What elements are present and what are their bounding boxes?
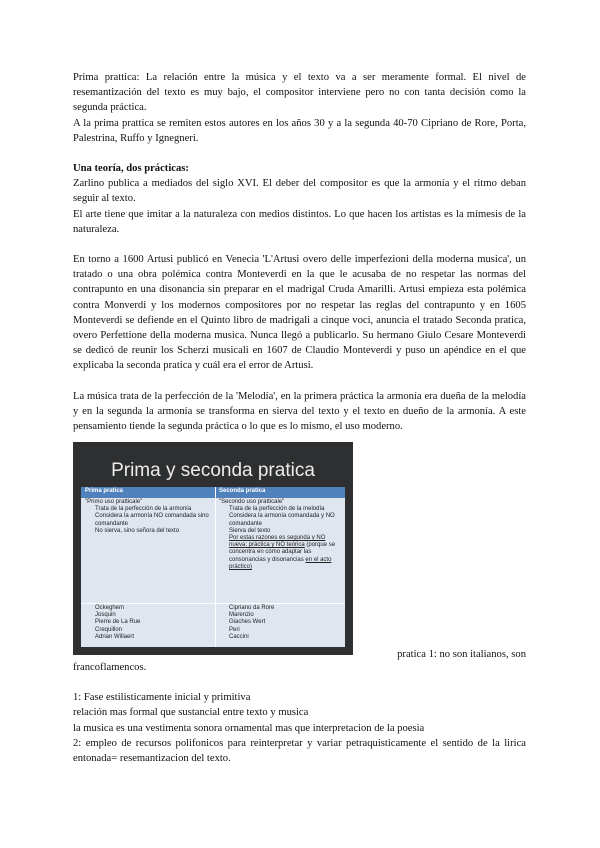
note-end: en el acto práctico) — [229, 556, 332, 570]
composer-name: Peri — [229, 626, 240, 633]
composer-name: Giaches Wert — [229, 619, 266, 626]
column-header-seconda: Seconda pratica — [219, 488, 266, 494]
row-divider — [81, 603, 345, 604]
comparison-table — [81, 487, 345, 647]
composer-name: Crequillon — [95, 626, 123, 633]
column-divider — [215, 487, 216, 647]
notes-line: 2: empleo de recursos polifonicos para reinterpretar y variar petraquisticamente el sentido de la lirica entonada= resemantizacion del texto. — [73, 737, 526, 765]
paragraph-melodia: La música trata de la perfección de la 'Melodía', en la primera práctica la armonía era dueña de la melodía y en la segunda la armonía se transforma en sierva del texto y el texto en dueño de la armonía. A este pensamiento tiende la segunda práctica o lo que es lo mismo, el uso moderno. — [73, 390, 526, 433]
paragraph-artusi: En torno a 1600 Artusi publicó en Venecia 'L'Artusi overo delle imperfezioni della moderna musica', un tratado o una obra polémica contra Monteverdi en la que le acusaba de no respetar las normas del contrapunto en una disonancia sin preparar en el madrigal Cruda Amarilli. Artusi empieza esta polémica contra Monverdi y los modernos compositores por no respetar las reglas del contrapunto y en 1605 Monteverdi se defiende en el Quinto libro de madrigali a cinque voci, anuncia el tratado Seconda pratica, overo Perfettione della moderna musica. Nunca llegó a publicarlo. Su hermano Giulo Cesare Monteverdi se dedicó de reunir los Scherzi musicali en 1607 de Claudio Monteverdi y puso un apéndice en el que explicaba la seconda pratica y cuál era el error de Artusi. — [73, 254, 526, 372]
seconda-quote: "Secondo uso pratticale" — [219, 499, 285, 505]
document-body — [73, 70, 526, 434]
list-item: Considera la armonía comandada y NO comandante — [229, 513, 335, 527]
composer-name: Marenzio — [229, 612, 254, 619]
list-item: Trata de la perfección de la melodía — [229, 506, 325, 513]
list-item: Trata de la perfección de la armonía — [95, 506, 192, 513]
notes-section — [73, 660, 526, 766]
note-rest: (porque se concentra en cómo adaptar las consonancias y disonancias — [229, 542, 336, 563]
paragraph-zarlino: Zarlino publica a mediados del siglo XVI. El deber del compositor es que la armonía y el ritmo deban seguir al texto. — [73, 178, 526, 205]
composer-name: Adrian Willaert — [95, 633, 135, 640]
paragraph-prima-prattica: Prima prattica: La relación entre la música y el texto va a ser meramente formal. El nivel de resemantización del texto es muy bajo, el compositor interviene pero no con tanta decisión como la segunda práctica. — [73, 72, 526, 114]
list-item: Considera la armonía NO comandada sino comandante — [95, 513, 209, 527]
paragraph-authors: A la prima prattica se remiten estos autores en los años 30 y a la segunda 40-70 Cipriano de Rore, Porta, Palestrina, Ruffo y Ignegneri. — [73, 117, 526, 144]
notes-line: 1: Fase estilisticamente inicial y primitiva — [73, 692, 251, 704]
column-header-prima: Prima pratica — [85, 488, 124, 494]
composer-name: Cipriano da Rore — [229, 605, 275, 611]
column-seconda — [219, 499, 343, 640]
notes-line: relación mas formal que sustancial entre texto y musica — [73, 707, 309, 719]
composer-name: Caccini — [229, 633, 249, 640]
composer-name: Josquin — [95, 612, 116, 619]
slide-title: Prima y seconda pratica — [111, 460, 315, 481]
paragraph-mimesis: El arte tiene que imitar a la naturaleza con medios distintos. Lo que hacen los artistas es la mímesis de la naturaleza. — [73, 208, 526, 235]
notes-line: francoflamencos. — [73, 662, 147, 673]
composer-name: Ockeghem — [95, 605, 125, 611]
inline-caption: pratica 1: no son italianos, son — [397, 649, 526, 660]
section-heading: Una teoría, dos prácticas: — [73, 163, 189, 175]
list-item-note — [219, 535, 343, 571]
column-prima — [85, 499, 213, 640]
table-header — [81, 487, 345, 498]
prima-quote: "Primo uso pratticale" — [85, 499, 143, 505]
composer-name: Pierre de La Rue — [95, 619, 141, 626]
notes-line: la musica es una vestimenta sonora ornamental mas que interpretacion de la poesia — [73, 722, 425, 734]
slide-image — [73, 442, 353, 655]
list-item: No sierva, sino señora del texto — [95, 527, 180, 534]
list-item: Sierva del texto — [229, 527, 271, 534]
note-underlined: Por estas razones es segunda y NO nueva: práctica y NO teórica — [229, 535, 326, 549]
